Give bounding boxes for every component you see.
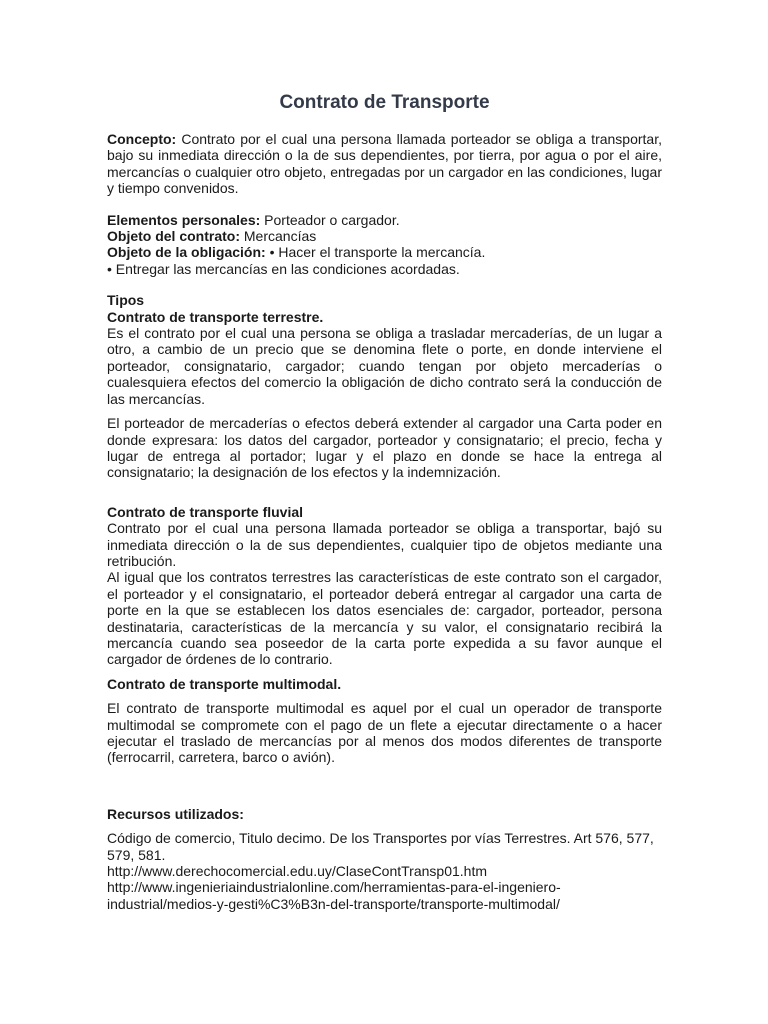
recursos-heading: Recursos utilizados: [107,805,244,822]
elementos-personales-label: Elementos personales: [107,211,261,228]
objeto-obligacion-value-1: • Hacer el transporte la mercancía. [269,244,486,261]
concepto-text: Contrato por el cual una persona llamada porteador se obliga a transportar, bajo su inmediata dirección o la de sus dependientes, por tierra, por agua o por el aire, mercancías o cualquier otro objeto, entregadas por un cargador en las condiciones, lugar y tiempo convenidos. [107,131,662,197]
multimodal-paragraph-1: El contrato de transporte multimodal es aquel por el cual un operador de transporte multimodal se compromete con el pago de un flete a ejecutar directamente o a hacer ejecutar el traslado de mercancías por al menos dos modos diferentes de transporte (ferrocarril, carretera, barco o avión). [107,700,662,766]
fluvial-heading: Contrato de transporte fluvial [107,503,304,520]
elementos-personales-value: Porteador o cargador. [264,211,400,228]
recursos-link-1[interactable]: http://www.derechocomercial.edu.uy/ClaseContTransp01.htm [107,863,487,880]
objeto-contrato [107,228,662,244]
objeto-contrato-value: Mercancías [243,228,317,245]
objeto-obligacion [107,244,662,260]
fluvial-paragraph-1: Contrato por el cual una persona llamada porteador se obliga a transportar, bajó su inmediata dirección o la de sus dependientes, cualquier tipo de objetos mediante una retribución. [107,520,662,569]
page-title: Contrato de Transporte [279,92,490,113]
document-body [107,90,662,912]
concepto-paragraph [107,131,662,197]
objeto-obligacion-label: Objeto de la obligación: [107,244,266,261]
objeto-obligacion-item-2: • Entregar las mercancías en las condiciones acordadas. [107,260,460,277]
elementos-personales [107,212,662,228]
terrestre-paragraph-2: El porteador de mercaderías o efectos deberá extender al cargador una Carta poder en donde expresara: los datos del cargador, porteador y consignatario; el precio, fecha y lugar de entrega al portador; lugar y el plazo en donde se hace la entrega al consignatario; la designación de los efectos y la indemnización. [107,415,662,481]
concepto-label: Concepto: [107,131,177,147]
recursos-link-2[interactable]: http://www.ingenieriaindustrialonline.com/herramientas-para-el-ingeniero-industrial/medios-y-gesti%C3%B3n-del-transporte/transporte-multimodal/ [107,879,561,912]
multimodal-heading: Contrato de transporte multimodal. [107,675,342,692]
tipos-heading: Tipos [107,292,145,309]
terrestre-paragraph-1: Es el contrato por el cual una persona se obliga a trasladar mercaderías, de un lugar a otro, a cambio de un precio que se denomina flete o porte, en donde interviene el porteador, consignatario, cargador; cuando tengan por objeto mercaderías o cualesquiera efectos del comercio la obligación de dicho contrato será la conducción de las mercancías. [107,325,662,407]
recursos-item-1: Código de comercio, Titulo decimo. De los Transportes por vías Terrestres. Art 576, 577, 579, 581. [107,830,654,863]
objeto-contrato-label: Objeto del contrato: [107,228,240,245]
fluvial-paragraph-2: Al igual que los contratos terrestres las características de este contrato son el cargador, el porteador y el consignatario, el porteador deberá entregar al cargador una carta de porte en la que se establecen los datos esenciales de: cargador, porteador, persona destinataria, características de la mercancía y su valor, el consignatario recibirá la mercancía cuando sea poseedor de la carta porte expedida a su favor aunque el cargador de órdenes de lo contrario. [107,569,662,668]
terrestre-heading: Contrato de transporte terrestre. [107,308,324,325]
